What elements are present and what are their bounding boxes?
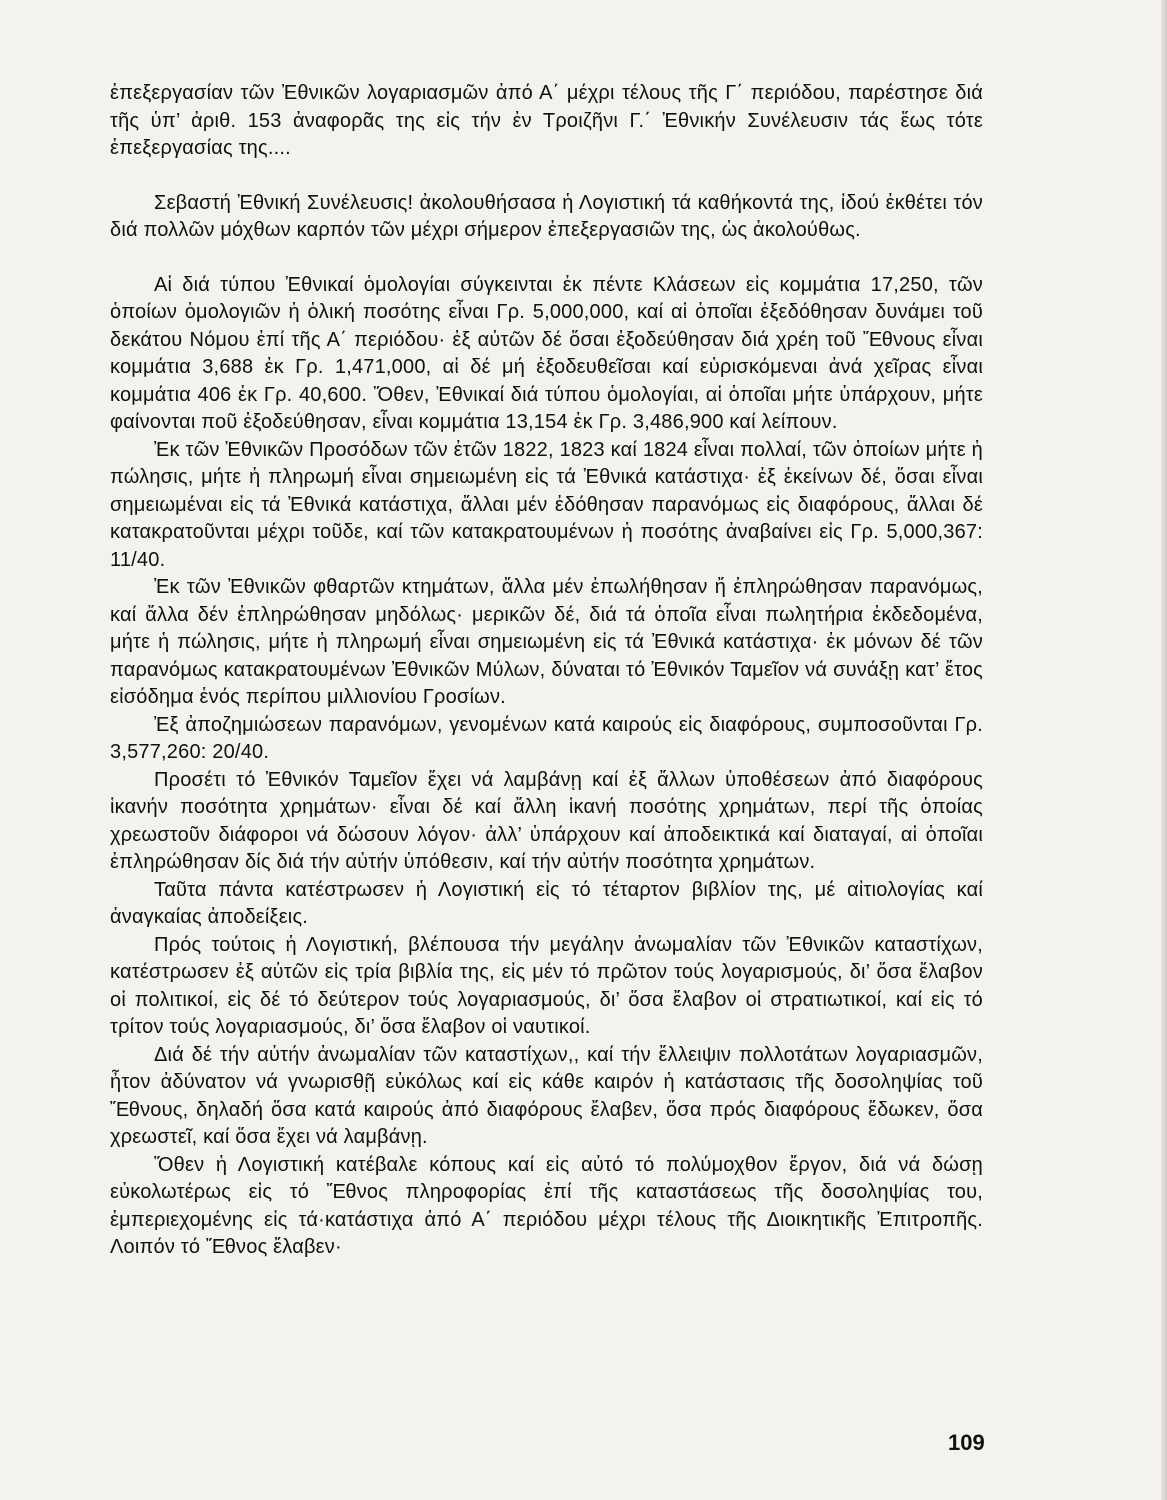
- paragraph-treasury: Προσέτι τό Ἐθνικόν Ταμεῖον ἔχει νά λαμβάνῃ καί ἐξ ἄλλων ὑποθέσεων ἀπό διαφόρους ἱκανήν ποσότητα χρημάτων· εἶναι δέ καί ἄλλη ἱκανή ποσότης χρημάτων, περί τῆς ὁποίας χρεωστοῦν διάφοροι νά δώσουν λόγον· ἀλλ’ ὑπάρχουν καί ἀποδεικτικά καί διαταγαί, αἱ ὁποῖαι ἐπληρώθησαν δίς διά τήν αὐτήν ὑπόθεσιν, καί τήν αὐτήν ποσότητα χρημάτων.: [110, 768, 983, 873]
- paragraph-three-books: Πρός τούτοις ἡ Λογιστική, βλέπουσα τήν μεγάλην ἀνωμαλίαν τῶν Ἐθνικῶν καταστίχων, κατέστρωσεν ἐξ αὐτῶν εἰς τρία βιβλία της, εἰς μέν τό πρῶτον τούς λογαρισμούς, δι’ ὅσα ἔλαβον οἱ πολιτικοί, εἰς δέ τό δεύτερον τούς λογαριασμούς, δι’ ὅσα ἔλαβον οἱ στρατιωτικοί, καί εἰς τό τρίτον τούς λογαριασμούς, δι’ ὅσα ἔλαβον οἱ ναυτικοί.: [110, 933, 983, 1038]
- paragraph-compensations: Ἐξ ἀποζημιώσεων παρανόμων, γενομένων κατά καιρούς εἰς διαφόρους, συμποσοῦνται Γρ. 3,577,260: 20/40.: [110, 713, 983, 763]
- page-edge: [1161, 0, 1167, 1500]
- paragraph-conclusion: Ὅθεν ἡ Λογιστική κατέβαλε κόπους καί εἰς αὐτό τό πολύμοχθον ἔργον, διά νά δώσῃ εὐκολωτέρως εἰς τό Ἔθνος πληροφορίας ἐπί τῆς καταστάσεως τῆς δοσοληψίας του, ἐμπεριεχομένης εἰς τά·κατάστιχα ἀπό Α΄ περιόδου μέχρι τέλους τῆς Διοικητικῆς Ἐπιτροπῆς. Λοιπόν τό Ἔθνος ἔλαβεν·: [110, 1153, 983, 1258]
- paragraph-bonds: Αἱ διά τύπου Ἐθνικαί ὁμολογίαι σύγκεινται ἐκ πέντε Κλάσεων εἰς κομμάτια 17,250, τῶν ὁποίων ὁμολογιῶν ἡ ὁλική ποσότης εἶναι Γρ. 5,000,000, καί αἱ ὁποῖαι ἐξεδόθησαν δυνάμει τοῦ δεκάτου Νόμου ἐπί τῆς Α΄ περιόδου· ἐξ αὐτῶν δέ ὅσαι ἐξοδεύθησαν διά χρέη τοῦ Ἔθνους εἶναι κομμάτια 3,688 ἐκ Γρ. 1,471,000, αἱ δέ μή ἐξοδευθεῖσαι καί εὑρισκόμεναι ἀνά χεῖρας εἶναι κομμάτια 406 ἐκ Γρ. 40,600. Ὅθεν, Ἐθνικαί διά τύπου ὁμολογίαι, αἱ ὁποῖαι μήτε ὑπάρχουν, μήτε φαίνονται ποῦ ἐξοδεύθησαν, εἶναι κομμάτια 13,154 ἐκ Γρ. 3,486,900 καί λείπουν.: [110, 273, 983, 433]
- paragraph-properties: Ἐκ τῶν Ἐθνικῶν φθαρτῶν κτημάτων, ἄλλα μέν ἐπωλήθησαν ἤ ἐπληρώθησαν παρανόμως, καί ἄλλα δέν ἐπληρώθησαν μηδόλως· μερικῶν δέ, διά τά ὁποῖα εἶναι πωλητήρια ἐκδεδομένα, μήτε ἡ πώλησις, μήτε ἡ πληρωμή εἶναι σημειωμένη εἰς τά Ἐθνικά κατάστιχα· ἐκ μόνων δέ τῶν παρανόμως κατακρατουμένων Ἐθνικῶν Μύλων, δύναται τό Ἐθνικόν Ταμεῖον νά συνάξῃ κατ’ ἔτος εἰσόδημα ἑνός περίπου μιλλιονίου Γροσίων.: [110, 576, 983, 708]
- paragraph-continuation: ἐπεξεργασίαν τῶν Ἐθνικῶν λογαριασμῶν ἀπό Α΄ μέχρι τέλους τῆς Γ΄ περιόδου, παρέστησε διά τῆς ὑπ’ ἀριθ. 153 ἀναφορᾶς της εἰς τήν ἐν Τροιζῆνι Γ.΄ Ἐθνικήν Συνέλευσιν τάς ἕως τότε ἐπεξεργασίας της....: [110, 82, 983, 159]
- paragraph-revenues: Ἐκ τῶν Ἐθνικῶν Προσόδων τῶν ἐτῶν 1822, 1823 καί 1824 εἶναι πολλαί, τῶν ὁποίων μήτε ἡ πώλησις, μήτε ἡ πληρωμή εἶναι σημειωμένη εἰς τά Ἐθνικά κατάστιχα· ἐξ ἐκείνων δέ, ὅσαι εἶναι σημειωμέναι εἰς τά Ἐθνικά κατάστιχα, ἄλλαι μέν ἐδόθησαν παρανόμως εἰς διαφόρους, ἄλλαι δέ κατακρατοῦνται μέχρι τοῦδε, καί τῶν κατακρατουμένων ἡ ποσότης ἀναβαίνει εἰς Γρ. 5,000,367: 11/40.: [110, 438, 983, 571]
- body-text: [110, 80, 983, 1262]
- page-number: 109: [948, 1430, 985, 1455]
- paragraph-anomaly: Διά δέ τήν αὐτήν ἀνωμαλίαν τῶν καταστίχων,, καί τήν ἔλλειψιν πολλοτάτων λογαριασμῶν, ἦτον ἀδύνατον νά γνωρισθῇ εὐκόλως καί εἰς κάθε καιρόν ἡ κατάστασις τῆς δοσοληψίας τοῦ Ἔθνους, δηλαδή ὅσα κατά καιρούς ἀπό διαφόρους ἔλαβεν, ὅσα πρός διαφόρους ἔδωκεν, ὅσα χρεωστεῖ, καί ὅσα ἔχει νά λαμβάνῃ.: [110, 1043, 983, 1148]
- paragraph-address: Σεβαστή Ἐθνική Συνέλευσις! ἀκολουθήσασα ἡ Λογιστική τά καθήκοντά της, ἰδού ἐκθέτει τόν διά πολλῶν μόχθων καρπόν τῶν μέχρι σήμερον ἐπεξεργασιῶν της, ὡς ἀκολούθως.: [110, 191, 983, 241]
- paragraph-fourth-book: Ταῦτα πάντα κατέστρωσεν ἡ Λογιστική εἰς τό τέταρτον βιβλίον της, μέ αἰτιολογίας καί ἀναγκαίας ἀποδείξεις.: [110, 878, 983, 928]
